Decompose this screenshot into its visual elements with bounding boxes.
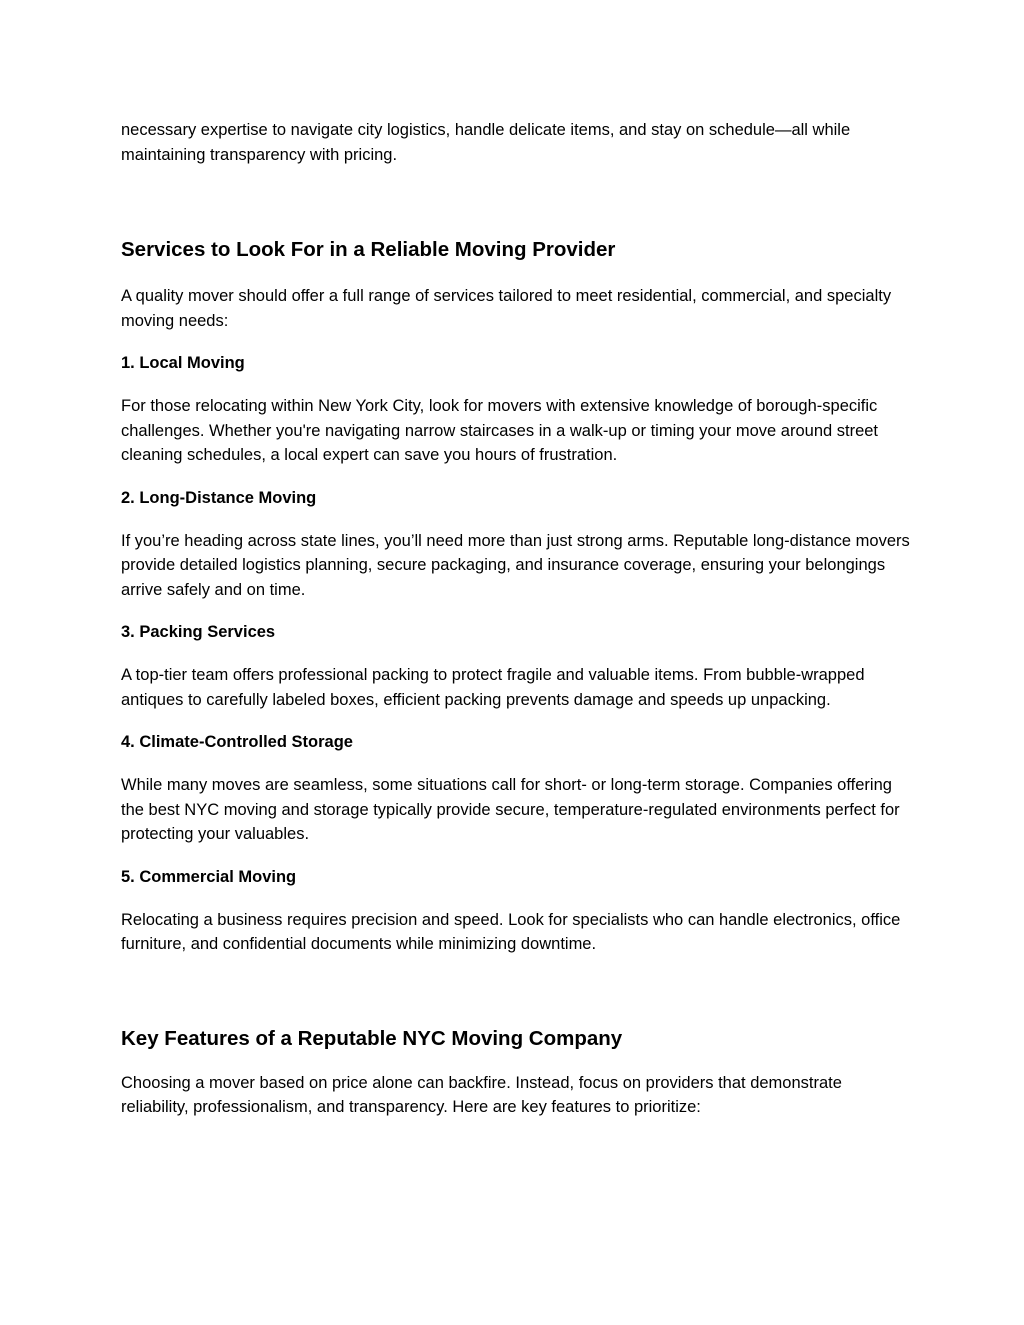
- service-title-packing-services: 3. Packing Services: [121, 623, 276, 641]
- intro-continuation-paragraph: necessary expertise to navigate city logistics, handle delicate items, and stay on schedule—all while maintaining transparency with pricing.: [121, 121, 851, 164]
- service-title-climate-controlled-storage: 4. Climate-Controlled Storage: [121, 733, 353, 751]
- features-heading: Key Features of a Reputable NYC Moving Company: [121, 1026, 623, 1050]
- service-body-commercial-moving: Relocating a business requires precision and speed. Look for specialists who can handle electronics, office furniture, and confidential documents while minimizing downtime.: [121, 910, 901, 953]
- document-page: [121, 118, 911, 1120]
- service-body-local-moving: For those relocating within New York City, look for movers with extensive knowledge of borough-specific challenges. Whether you're navigating narrow staircases in a walk-up or timing your move around street cleaning schedules, a local expert can save you hours of frustration.: [121, 397, 879, 464]
- service-body-packing-services: A top-tier team offers professional packing to protect fragile and valuable items. From bubble-wrapped antiques to carefully labeled boxes, efficient packing prevents damage and speeds up unpacking.: [121, 666, 865, 709]
- service-title-local-moving: 1. Local Moving: [121, 354, 245, 372]
- service-body-climate-controlled-storage: While many moves are seamless, some situations call for short- or long-term storage. Companies offering the best NYC moving and storage typically provide secure, temperature-regulated environments perfect for protecting your valuables.: [121, 776, 900, 843]
- service-title-commercial-moving: 5. Commercial Moving: [121, 867, 297, 886]
- services-intro-paragraph: A quality mover should offer a full range of services tailored to meet residential, commercial, and specialty moving needs:: [121, 287, 892, 330]
- service-body-long-distance-moving: If you’re heading across state lines, you’ll need more than just strong arms. Reputable long-distance movers provide detailed logistics planning, secure packaging, and insurance coverage, ensuring your belongings arrive safely and on time.: [121, 531, 910, 599]
- service-title-long-distance-moving: 2. Long-Distance Moving: [121, 488, 317, 507]
- features-intro-paragraph: Choosing a mover based on price alone can backfire. Instead, focus on providers that demonstrate reliability, professionalism, and transparency. Here are key features to prioritize:: [121, 1073, 842, 1116]
- services-heading: Services to Look For in a Reliable Moving Provider: [121, 238, 616, 261]
